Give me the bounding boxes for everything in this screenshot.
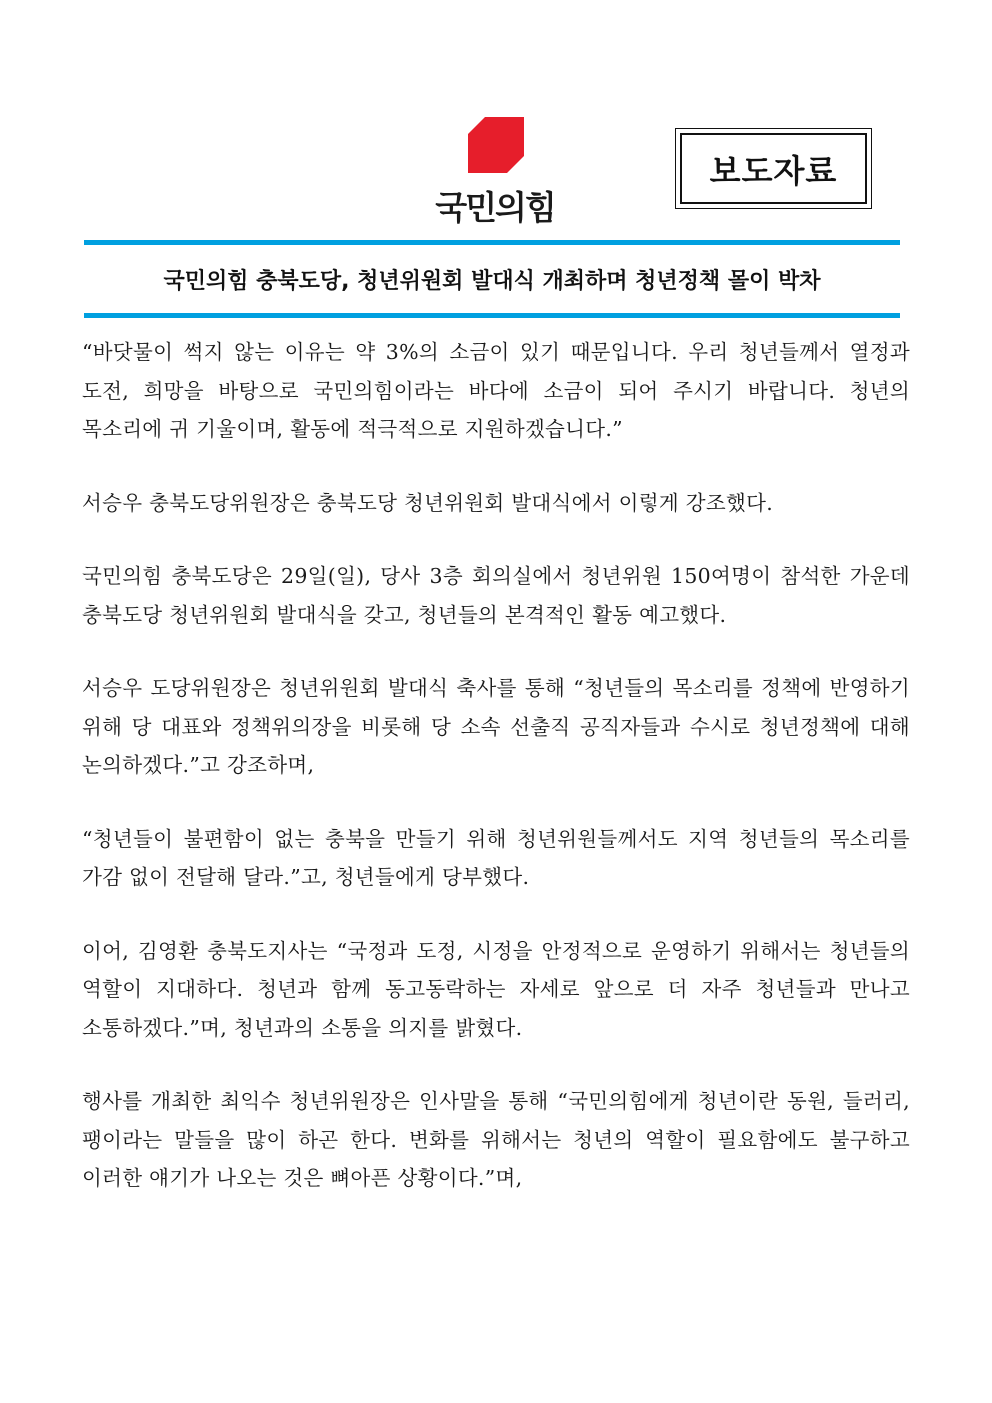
headline-bottom-rule	[84, 313, 900, 318]
paragraph-congratulation: 서승우 도당위원장은 청년위원회 발대식 축사를 통해 “청년들의 목소리를 정책에 반영하기 위해 당 대표와 정책위의장을 비롯해 당 소속 선출직 공직자들과 수시로 청년정책에 대해 논의하겠다.”고 강조하며,	[82, 676, 910, 777]
paragraph-event: 국민의힘 충북도당은 29일(일), 당사 3층 회의실에서 청년위원 150여명이 참석한 가운데 충북도당 청년위원회 발대식을 갖고, 청년들의 본격적인 활동 예고했다.	[82, 564, 910, 627]
paragraph-quote-chair: “바닷물이 썩지 않는 이유는 약 3%의 소금이 있기 때문입니다. 우리 청년들께서 열정과 도전, 희망을 바탕으로 국민의힘이라는 바다에 소금이 되어 주시기 바랍니다. 청년의 목소리에 귀 기울이며, 활동에 적극적으로 지원하겠습니다.”	[82, 340, 910, 441]
paragraph-governor: 이어, 김영환 충북도지사는 “국정과 도정, 시정을 안정적으로 운영하기 위해서는 청년들의 역할이 지대하다. 청년과 함께 동고동락하는 자세로 앞으로 더 자주 청년들과 만나고 소통하겠다.”며, 청년과의 소통을 의지를 밝혔다.	[82, 938, 910, 1040]
headline-top-rule	[84, 240, 900, 245]
paragraph-request: “청년들이 불편함이 없는 충북을 만들기 위해 청년위원들께서도 지역 청년들의 목소리를 가감 없이 전달해 달라.”고, 청년들에게 당부했다.	[82, 826, 910, 889]
press-release-box	[675, 128, 872, 209]
paragraph-youth-chair: 행사를 개최한 최익수 청년위원장은 인사말을 통해 “국민의힘에게 청년이란 동원, 들러리, 팽이라는 말들을 많이 하곤 한다. 변화를 위해서는 청년의 역할이 필요함에도 불구하고 이러한 얘기가 나오는 것은 뼈아픈 상황이다.”며,	[82, 1089, 910, 1190]
paragraph-attribution: 서승우 충북도당위원장은 충북도당 청년위원회 발대식에서 이렇게 강조했다.	[82, 490, 774, 515]
party-logo-text: 국민의힘	[435, 188, 555, 227]
article-body	[82, 333, 910, 1233]
press-release-label: 보도자료	[680, 133, 867, 204]
headline: 국민의힘 충북도당, 청년위원회 발대식 개최하며 청년정책 몰이 박차	[163, 269, 821, 294]
party-logo-icon	[468, 117, 524, 173]
